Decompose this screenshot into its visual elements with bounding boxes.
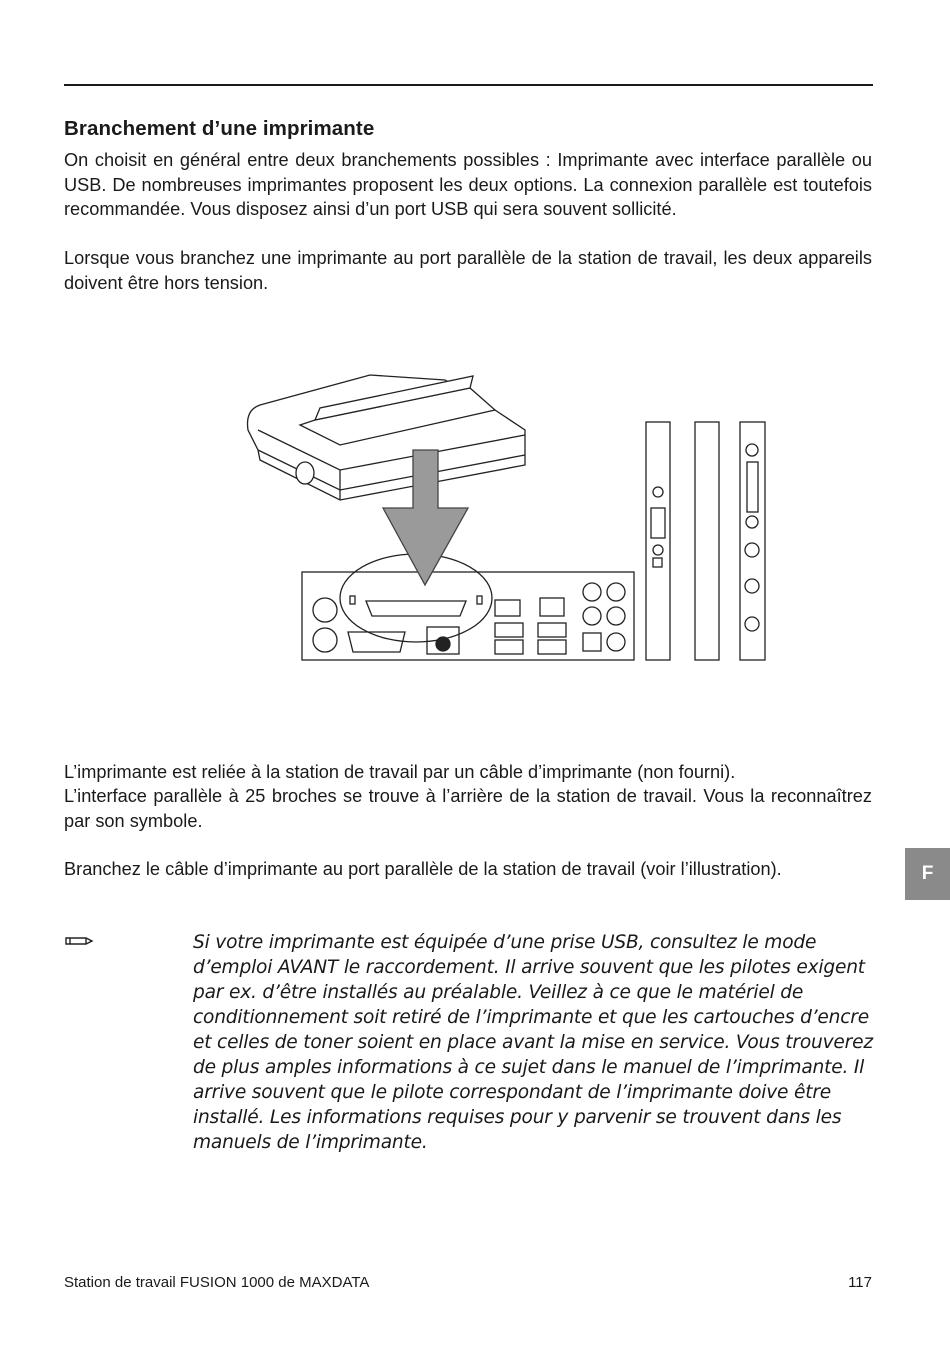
expansion-slot-brackets: [646, 422, 765, 660]
printer-drawing: [248, 375, 526, 500]
connect-cable-paragraph: Branchez le câble d’imprimante au port parallèle de la station de travail (voir l’illustration).: [64, 859, 782, 879]
intro-paragraph: On choisit en général entre deux branchements possibles : Imprimante avec interface parallèle ou USB. De nombreuses imprimantes proposent les deux options. La connexion parallèle est toutefois recommandée. Vous disposez ainsi d’un port USB qui sera souvent sollicité.: [64, 150, 872, 220]
pencil-icon: [64, 930, 94, 952]
page-number: 117: [848, 1274, 872, 1291]
usb-note-text: Si votre imprimante est équipée d’une prise USB, consultez le mode d’emploi AVANT le raccordement. Il arrive souvent que les pilotes exigent par ex. d’être installés au préalable. Veillez à ce que le matériel de conditionnement soit retiré de l’imprimante et que les cartouches d’encre et celles de toner soient en place avant la mise en service. Vous trouverez de plus amples informations à ce sujet dans le manuel de l’imprimante. Il arrive souvent que le pilote correspondant de l’imprimante doive être installé. Les informations requises pour y parvenir se trouvent dans les manuels de l’imprimante.: [193, 932, 873, 1153]
printer-connection-illustration: [240, 370, 770, 665]
language-tab: F: [905, 848, 950, 900]
top-rule: [64, 84, 873, 86]
section-heading: Branchement d’une imprimante: [64, 117, 375, 140]
cable-paragraph: L’imprimante est reliée à la station de travail par un câble d’imprimante (non fourni).: [64, 762, 736, 782]
power-off-paragraph: Lorsque vous branchez une imprimante au port parallèle de la station de travail, les deux appareils doivent être hors tension.: [64, 248, 872, 293]
footer-title: Station de travail FUSION 1000 de MAXDATA: [64, 1274, 370, 1291]
port-location-paragraph: L’interface parallèle à 25 broches se trouve à l’arrière de la station de travail. Vous la reconnaîtrez par son symbole.: [64, 786, 872, 831]
rear-io-panel: [302, 572, 634, 660]
